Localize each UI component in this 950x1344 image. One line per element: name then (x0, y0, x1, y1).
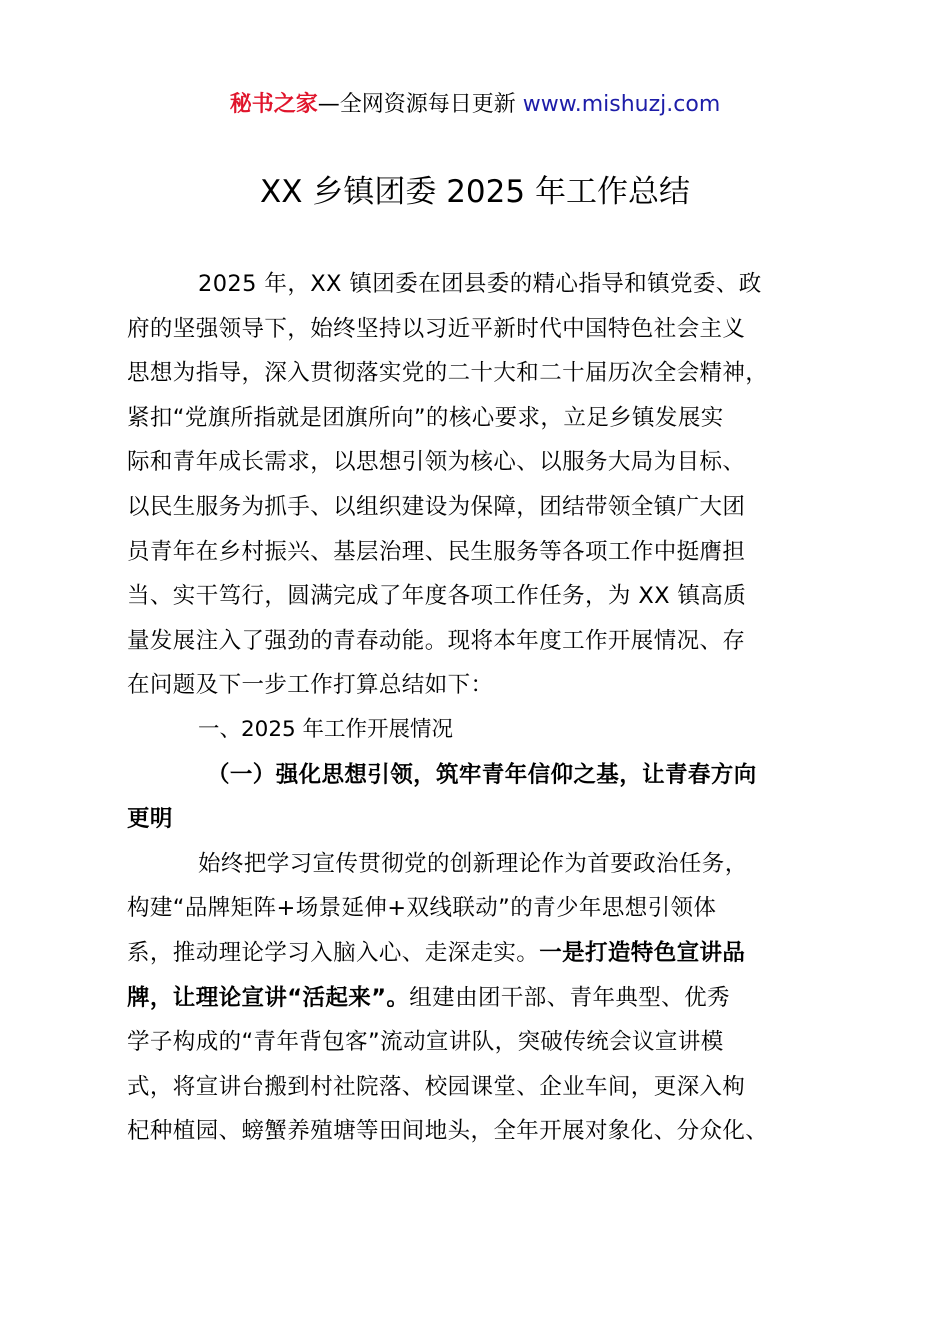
intro-line: 紧扣“党旗所指就是团旗所向”的核心要求，立足乡镇发展实 (127, 404, 724, 431)
paragraph-text: 系，推动理论学习入脑入心、走深走实。 (127, 939, 540, 966)
bold-point-text: 牌，让理论宣讲“活起来”。 (127, 984, 410, 1011)
paragraph-line (127, 976, 833, 1021)
site-header (0, 88, 950, 122)
paragraph-line: 构建“品牌矩阵+场景延伸+双线联动”的青少年思想引领体 (127, 895, 717, 922)
intro-line: 当、实干笃行，圆满完成了年度各项工作任务，为 XX 镇高质 (127, 583, 747, 610)
paragraph-text: 组建由团干部、青年典型、优秀 (409, 984, 730, 1011)
intro-line: 府的坚强领导下，始终坚持以习近平新时代中国特色社会主义 (127, 315, 746, 342)
intro-line: 2025 年，XX 镇团委在团县委的精心指导和镇党委、政 (198, 271, 762, 297)
intro-line: 在问题及下一步工作打算总结如下： (127, 672, 494, 699)
intro-line: 以民生服务为抓手、以组织建设为保障，团结带领全镇广大团 (127, 493, 746, 520)
subheading-line: 更明 (127, 806, 173, 833)
paragraph-line: 学子构成的“青年背包客”流动宣讲队，突破传统会议宣讲模 (127, 1029, 724, 1056)
paragraph-line: 杞种植园、螃蟹养殖塘等田间地头，全年开展对象化、分众化、 (127, 1118, 769, 1145)
header-tagline: —全网资源每日更新 (317, 92, 523, 117)
document-title: XX 乡镇团委 2025 年工作总结 (260, 174, 690, 210)
brand-name: 秘书之家 (229, 92, 318, 117)
intro-line: 量发展注入了强劲的青春动能。现将本年度工作开展情况、存 (127, 627, 746, 654)
section-heading: 一、2025 年工作开展情况 (198, 716, 454, 742)
bold-point-text: 一是打造特色宣讲品 (539, 939, 746, 966)
document-body (127, 262, 833, 1154)
intro-line: 际和青年成长需求，以思想引领为核心、以服务大局为目标、 (127, 449, 746, 476)
paragraph-line: 始终把学习宣传贯彻党的创新理论作为首要政治任务， (198, 850, 748, 877)
paragraph-line (127, 931, 833, 976)
site-url-link[interactable]: www.mishuzj.com (522, 92, 721, 117)
subheading-line: （一）强化思想引领，筑牢青年信仰之基，让青春方向 (207, 761, 757, 788)
intro-line: 思想为指导，深入贯彻落实党的二十大和二十届历次全会精神， (127, 360, 769, 387)
paragraph-line: 式，将宣讲台搬到村社院落、校园课堂、企业车间，更深入枸 (127, 1073, 746, 1100)
intro-line: 员青年在乡村振兴、基层治理、民生服务等各项工作中挺膺担 (127, 538, 746, 565)
